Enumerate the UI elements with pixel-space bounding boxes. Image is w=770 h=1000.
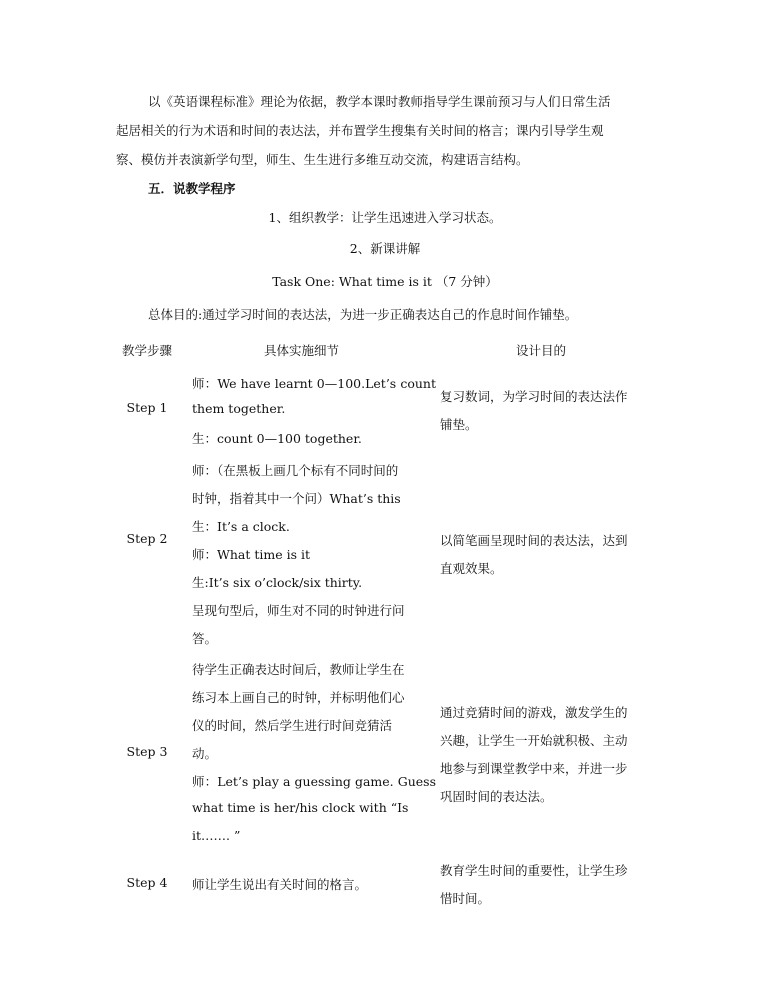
detail-line: 答。: [192, 631, 218, 646]
purpose-line: 复习数词，为学习时间的表达法作: [440, 389, 628, 404]
purpose-line: 惜时间。: [440, 891, 491, 906]
detail-line: 时钟，指着其中一个问）What’s this: [192, 491, 401, 506]
step-label: Step 4: [126, 875, 168, 890]
header-details: 具体实施细节: [264, 343, 340, 358]
detail-line: 呈现句型后，师生对不同的时钟进行问: [192, 603, 405, 618]
intro-line-2: 起居相关的行为术语和时间的表达法，并布置学生搜集有关时间的格言；课内引导学生观: [116, 123, 604, 138]
detail-line: 师让学生说出有关时间的格言。: [192, 877, 368, 892]
task-one-title: Task One: What time is it （7 分钟）: [272, 274, 498, 289]
detail-line: what time is her/his clock with “Is: [192, 800, 409, 815]
purpose-line: 直观效果。: [440, 561, 503, 576]
purpose-line: 巩固时间的表达法。: [440, 789, 553, 804]
detail-line: 师：（在黑板上画几个标有不同时间的: [192, 463, 399, 478]
detail-line: 生：It’s a clock.: [192, 519, 290, 534]
new-lesson-step: 2、新课讲解: [349, 241, 421, 256]
section-heading: 五．说教学程序: [148, 181, 236, 196]
step-label: Step 2: [126, 531, 168, 546]
organize-step: 1、组织教学：让学生迅速进入学习状态。: [268, 210, 502, 225]
step-label: Step 3: [126, 744, 168, 759]
detail-line: 待学生正确表达时间后，教师让学生在: [192, 662, 405, 677]
detail-line: 动。: [192, 746, 218, 761]
intro-line-3: 察、模仿并表演新学句型，师生、生生进行多维互动交流，构建语言结构。: [116, 152, 529, 167]
purpose-line: 兴趣，让学生一开始就积极、主动: [440, 733, 628, 748]
detail-line: 生：count 0—100 together.: [192, 431, 362, 446]
detail-line: it……. ”: [192, 828, 241, 843]
purpose-line: 教育学生时间的重要性，让学生珍: [440, 863, 628, 878]
step-label: Step 1: [126, 400, 168, 415]
intro-line-1: 以《英语课程标准》理论为依据，教学本课时教师指导学生课前预习与人们日常生活: [148, 94, 611, 109]
detail-line: them together.: [192, 401, 286, 416]
detail-line: 师：We have learnt 0—100.Let’s count: [192, 376, 436, 391]
detail-line: 仪的时间，然后学生进行时间竞猜活: [192, 718, 393, 733]
purpose-line: 铺垫。: [440, 417, 478, 432]
detail-line: 师：Let’s play a guessing game. Guess: [192, 774, 436, 789]
header-purpose: 设计目的: [516, 343, 567, 358]
purpose-line: 以简笔画呈现时间的表达法，达到: [440, 533, 628, 548]
detail-line: 师：What time is it: [192, 547, 310, 562]
purpose-line: 地参与到课堂教学中来，并进一步: [440, 761, 628, 776]
detail-line: 练习本上画自己的时钟，并标明他们心: [192, 690, 405, 705]
overall-goal: 总体目的:通过学习时间的表达法，为进一步正确表达自己的作息时间作铺垫。: [148, 307, 578, 322]
header-step: 教学步骤: [121, 343, 172, 358]
detail-line: 生:It’s six o’clock/six thirty.: [192, 575, 363, 590]
purpose-line: 通过竞猜时间的游戏，激发学生的: [440, 705, 628, 720]
